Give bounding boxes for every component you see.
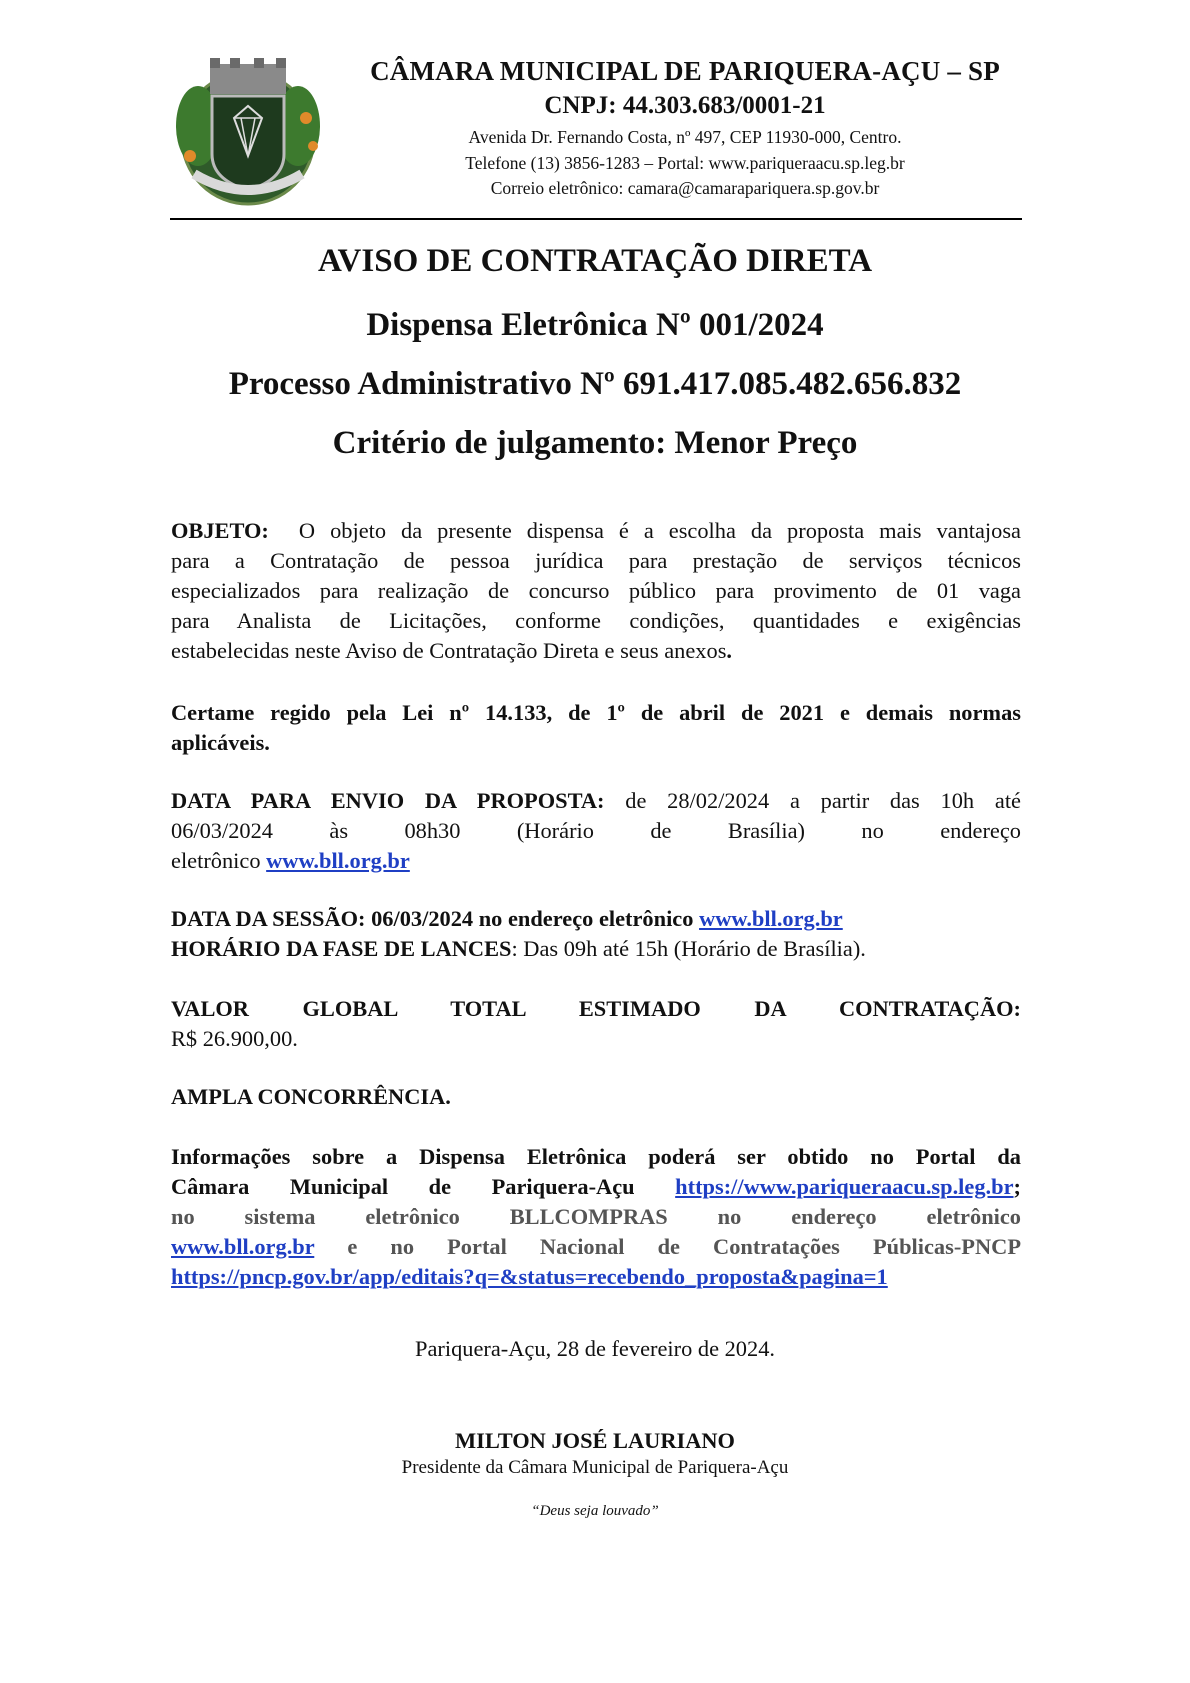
informacoes-line: Câmara Municipal de Pariquera-Açu bbox=[171, 1174, 635, 1199]
notice-title: AVISO DE CONTRATAÇÃO DIRETA bbox=[317, 243, 873, 279]
bll-link[interactable]: www.bll.org.br bbox=[699, 906, 843, 931]
proposta-line: 06/03/2024 às 08h30 (Horário de Brasília) no endereço bbox=[171, 818, 1021, 843]
place-date: Pariquera-Açu, 28 de fevereiro de 2024. bbox=[415, 1336, 775, 1361]
sessao-paragraph bbox=[171, 904, 1021, 964]
objeto-line: para a Contratação de pessoa jurídica para prestação de serviços técnicos bbox=[171, 548, 1021, 573]
motto: “Deus seja louvado” bbox=[531, 1503, 659, 1519]
signatory-role: Presidente da Câmara Municipal de Pariquera-Açu bbox=[401, 1457, 789, 1478]
dispensa-number: Dispensa Eletrônica Nº 001/2024 bbox=[366, 307, 824, 343]
municipal-coat-of-arms-icon bbox=[168, 56, 328, 206]
objeto-period: . bbox=[726, 638, 733, 663]
informacoes-line: no sistema eletrônico BLLCOMPRAS no endereço eletrônico bbox=[171, 1204, 1021, 1229]
objeto-paragraph bbox=[171, 516, 1021, 666]
objeto-line: estabelecidas neste Aviso de Contratação Direta e seus anexos bbox=[171, 638, 727, 663]
proposta-dates: de 28/02/2024 a partir das 10h até bbox=[625, 788, 1021, 813]
institution-email: Correio eletrônico: camara@camarapariquera.sp.gov.br bbox=[490, 178, 880, 198]
concorrencia-line: AMPLA CONCORRÊNCIA. bbox=[171, 1084, 451, 1109]
signatory-name: MILTON JOSÉ LAURIANO bbox=[455, 1428, 735, 1453]
valor-paragraph bbox=[171, 994, 1021, 1054]
valor-label: VALOR GLOBAL TOTAL ESTIMADO DA CONTRATAÇÃO: bbox=[171, 996, 1021, 1021]
lances-value: : Das 09h até 15h (Horário de Brasília). bbox=[511, 936, 866, 961]
pncp-link[interactable]: https://pncp.gov.br/app/editais?q=&status=recebendo_proposta&pagina=1 bbox=[171, 1264, 888, 1289]
institution-cnpj: CNPJ: 44.303.683/0001-21 bbox=[544, 92, 826, 119]
processo-number: Processo Administrativo Nº 691.417.085.482.656.832 bbox=[228, 366, 962, 402]
certame-line: Certame regido pela Lei nº 14.133, de 1º de abril de 2021 e demais normas bbox=[171, 700, 1021, 725]
institution-phone-portal: Telefone (13) 3856-1283 – Portal: www.pariqueraacu.sp.leg.br bbox=[465, 153, 905, 173]
bll-link[interactable]: www.bll.org.br bbox=[171, 1234, 315, 1259]
proposta-prefix: eletrônico bbox=[171, 848, 261, 873]
objeto-label: OBJETO: bbox=[171, 518, 269, 543]
bll-link[interactable]: www.bll.org.br bbox=[266, 848, 410, 873]
objeto-line: para Analista de Licitações, conforme condições, quantidades e exigências bbox=[171, 608, 1021, 633]
lances-label: HORÁRIO DA FASE DE LANCES bbox=[171, 936, 512, 961]
certame-paragraph bbox=[171, 698, 1021, 758]
informacoes-line: e no Portal Nacional de Contratações Públicas-PNCP bbox=[347, 1234, 1021, 1259]
certame-line: aplicáveis. bbox=[171, 730, 270, 755]
header-divider bbox=[170, 218, 1022, 220]
sessao-label: DATA DA SESSÃO: 06/03/2024 no endereço eletrônico bbox=[171, 906, 694, 931]
institution-address: Avenida Dr. Fernando Costa, nº 497, CEP 11930-000, Centro. bbox=[468, 127, 902, 147]
proposta-label: DATA PARA ENVIO DA PROPOSTA: bbox=[171, 788, 605, 813]
objeto-line: especializados para realização de concurso público para provimento de 01 vaga bbox=[171, 578, 1021, 603]
informacoes-semicolon: ; bbox=[1013, 1174, 1021, 1199]
portal-link[interactable]: https://www.pariqueraacu.sp.leg.br bbox=[675, 1174, 1014, 1199]
informacoes-line: Informações sobre a Dispensa Eletrônica poderá ser obtido no Portal da bbox=[171, 1144, 1021, 1169]
institution-title: CÂMARA MUNICIPAL DE PARIQUERA-AÇU – SP bbox=[370, 56, 1000, 86]
proposta-paragraph bbox=[171, 786, 1021, 876]
informacoes-paragraph bbox=[171, 1142, 1021, 1292]
objeto-line: O objeto da presente dispensa é a escolha da proposta mais vantajosa bbox=[298, 518, 1021, 543]
judgment-criterion: Critério de julgamento: Menor Preço bbox=[332, 425, 858, 461]
valor-amount: R$ 26.900,00. bbox=[171, 1026, 298, 1051]
